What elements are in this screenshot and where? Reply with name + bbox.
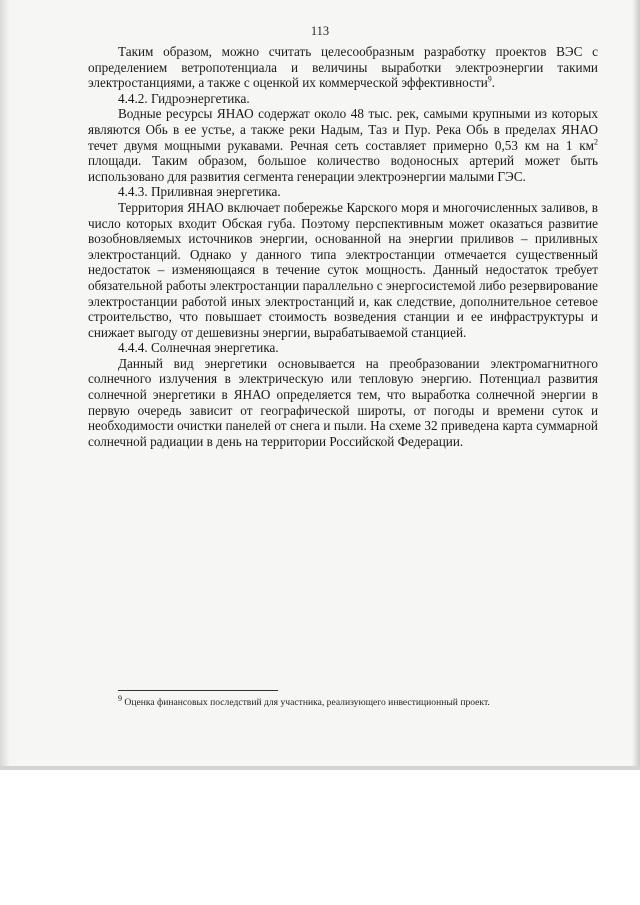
body-text bbox=[88, 44, 598, 449]
footnote-text: Оценка финансовых последствий для участника, реализующего инвестиционный проект. bbox=[122, 697, 490, 708]
scan-bottom-edge bbox=[0, 766, 640, 770]
section-heading-hydro: 4.4.2. Гидроэнергетика. bbox=[118, 90, 250, 106]
footnote-mark: 9 bbox=[118, 693, 122, 703]
footnote bbox=[118, 693, 588, 709]
paragraph-solar: Данный вид энергетики основывается на преобразовании электромагнитного солнечного излучения в электрическую или тепловую энергию. Потенциал развития солнечной энергетики в ЯНАО определяется тем, что выработка солнечной энергии в первую очередь зависит от географической широты, от погоды и времени суток и необходимости очистки панелей от снега и пыли. На схеме 32 приведена карта суммарной солнечной радиации в день на территории Российской Федерации. bbox=[88, 355, 598, 449]
footnote-divider bbox=[118, 690, 278, 691]
section-heading-tidal: 4.4.3. Приливная энергетика. bbox=[118, 184, 281, 200]
scan-left-shadow bbox=[0, 0, 10, 770]
scan-right-shadow bbox=[632, 0, 640, 770]
paragraph-text: Водные ресурсы ЯНАО содержат около 48 тыс. рек, самыми крупными из которых являются Обь в ее устье, а также реки Надым, Таз и Пур. Река Обь в пределах ЯНАО течет двумя мощными рукавами. Речная сеть составляет примерно 0,53 км на 1 км bbox=[88, 106, 598, 153]
footnote-reference: 9 bbox=[487, 74, 492, 84]
paragraph-tail: . bbox=[491, 75, 496, 91]
page-number: 113 bbox=[310, 24, 330, 38]
paragraph-tail: площади. Таким образом, большое количество водоносных артерий может быть использовано для развития сегмента генерации электроэнергии малыми ГЭС. bbox=[88, 153, 598, 184]
paragraph-hydro bbox=[88, 106, 598, 184]
paragraph-wind-conclusion bbox=[88, 44, 598, 91]
paragraph-tidal: Территория ЯНАО включает побережье Карского моря и многочисленных заливов, в число которых входит Обская губа. Поэтому перспективным может оказаться развитие возобновляемых источников энергии, основанной на энергии приливов – приливных электростанций. Однако у данного типа электростанции отмечается существенный недостаток – изменяющаяся в течение суток мощность. Данный недостаток требует обязательной работы электростанции параллельно с энергосистемой либо резервирование электростанции работой иных электростанций и, как следствие, дополнительное сетевое строительство, что повышает стоимость возведения станции и ее инфраструктуры и снижает выгоду от дешевизны энергии, вырабатываемой станцией. bbox=[88, 199, 598, 340]
section-heading-solar: 4.4.4. Солнечная энергетика. bbox=[118, 340, 279, 356]
paragraph-text: Таким образом, можно считать целесообразным разработку проектов ВЭС с определением ветропотенциала и величины выработки электроэнергии такими электростанциями, а также с оценкой их коммерческой эффективности bbox=[88, 44, 598, 91]
superscript-2: 2 bbox=[594, 137, 598, 147]
